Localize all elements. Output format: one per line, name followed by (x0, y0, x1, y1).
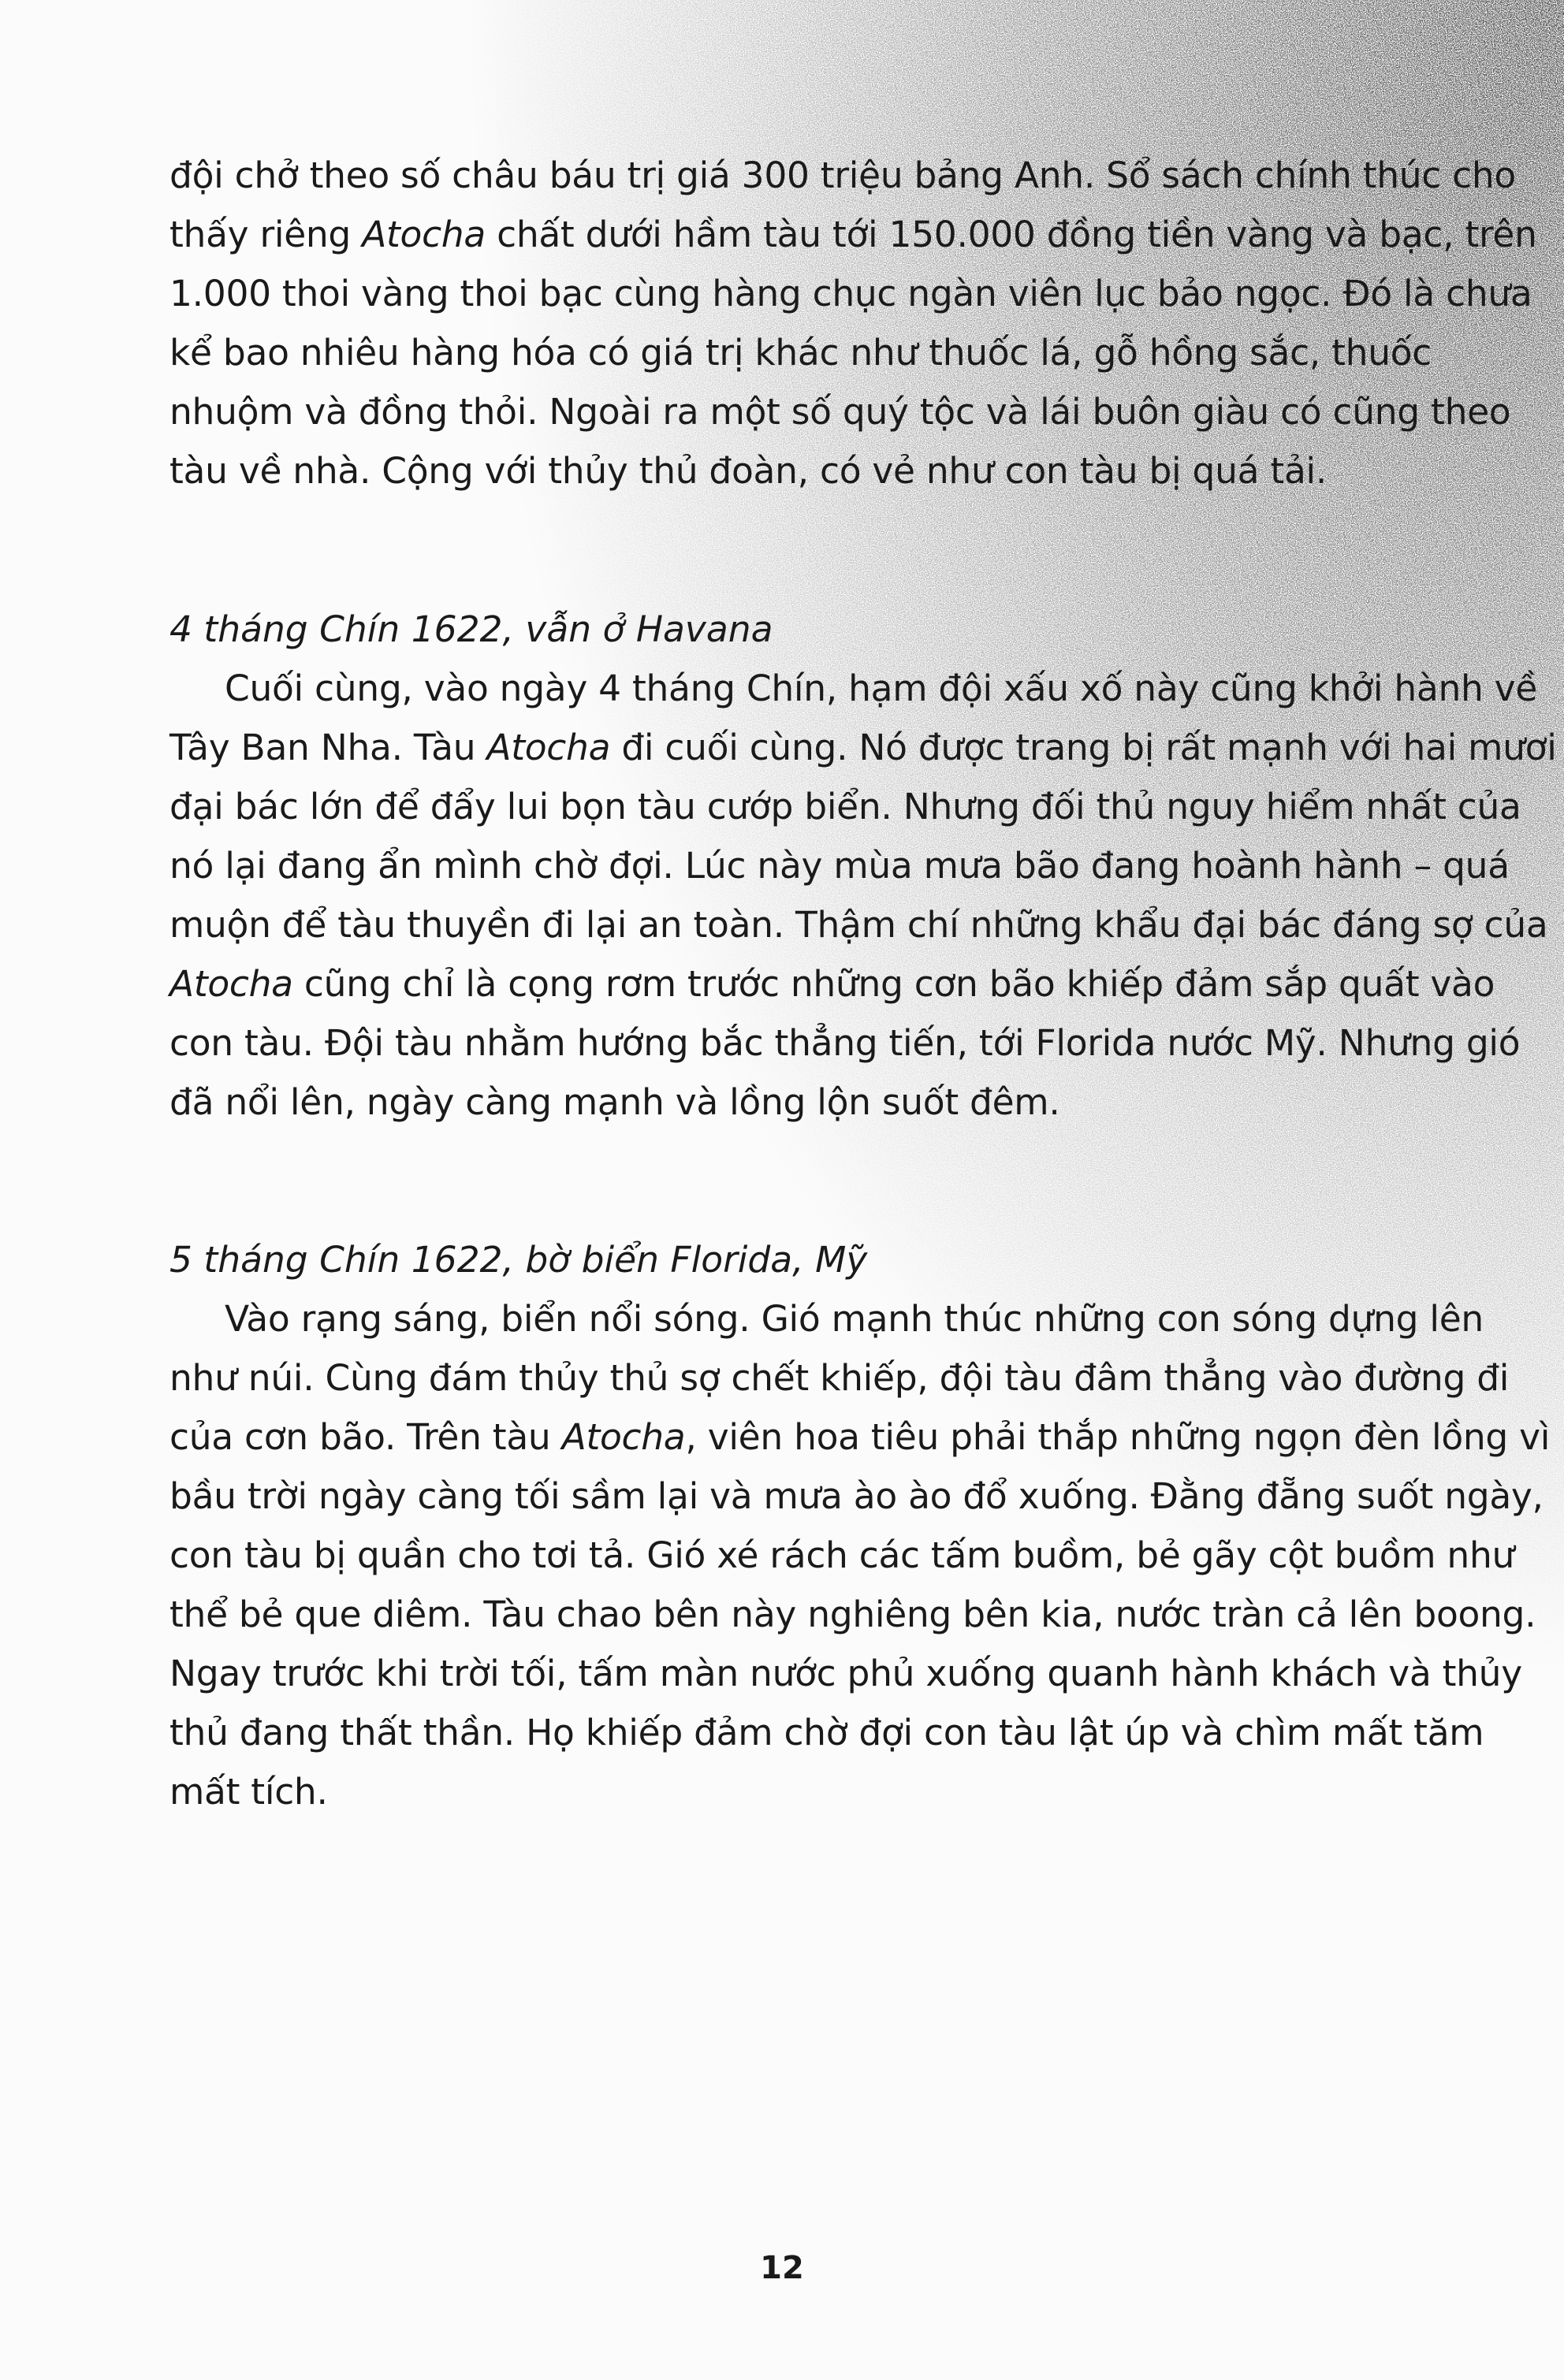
opening-paragraph: đội chở theo số châu báu trị giá 300 triệu bảng Anh. Sổ sách chính thúc cho thấy riêng Atocha chất dưới hầm tàu tới 150.000 đồng tiền vàng và bạc, trên 1.000 thoi vàng thoi bạc cùng hàng chục ngàn viên lục bảo ngọc. Đó là chưa kể bao nhiêu hàng hóa có giá trị khác như thuốc lá, gỗ hồng sắc, thuốc nhuộm và đồng thỏi. Ngoài ra một số quý tộc và lái buôn giàu có cũng theo tàu về nhà. Cộng với thủy thủ đoàn, có vẻ như con tàu bị quá tải. (169, 154, 1537, 492)
section-heading-havana: 4 tháng Chín 1622, vẫn ở Havana (169, 608, 773, 650)
ship-name: Atocha (561, 1416, 686, 1458)
section-paragraph-havana: Cuối cùng, vào ngày 4 tháng Chín, hạm đội xấu xố này cũng khởi hành về Tây Ban Nha. Tàu Atocha đi cuối cùng. Nó được trang bị rất mạnh với hai mươi đại bác lớn để đẩy lui bọn tàu cướp biển. Nhưng đối thủ nguy hiểm nhất của nó lại đang ẩn mình chờ đợi. Lúc này mùa mưa bão đang hoành hành – quá muộn để tàu thuyền đi lại an toàn. Thậm chí những khẩu đại bác đáng sợ của Atocha cũng chỉ là cọng rơm trước những cơn bão khiếp đảm sắp quất vào con tàu. Đội tàu nhằm hướng bắc thẳng tiến, tới Florida nước Mỹ. Nhưng gió đã nổi lên, ngày càng mạnh và lồng lộn suốt đêm. (169, 668, 1557, 1123)
section-paragraph-florida: Vào rạng sáng, biển nổi sóng. Gió mạnh thúc những con sóng dựng lên như núi. Cùng đám thủy thủ sợ chết khiếp, đội tàu đâm thẳng vào đường đi của cơn bão. Trên tàu Atocha, viên hoa tiêu phải thắp những ngọn đèn lồng vì bầu trời ngày càng tối sầm lại và mưa ào ào đổ xuống. Đằng đẵng suốt ngày, con tàu bị quần cho tơi tả. Gió xé rách các tấm buồm, bẻ gãy cột buồm như thể bẻ que diêm. Tàu chao bên này nghiêng bên kia, nước tràn cả lên boong. Ngay trước khi trời tối, tấm màn nước phủ xuống quanh hành khách và thủy thủ đang thất thần. Họ khiếp đảm chờ đợi con tàu lật úp và chìm mất tăm mất tích. (169, 1298, 1551, 1813)
ship-name: Atocha (362, 214, 486, 255)
page-number: 12 (760, 2250, 804, 2286)
section-heading-florida: 5 tháng Chín 1622, bờ biển Florida, Mỹ (169, 1239, 868, 1281)
ship-name: Atocha (486, 727, 611, 768)
book-page-text (169, 146, 1557, 1821)
ship-name: Atocha (169, 963, 293, 1005)
